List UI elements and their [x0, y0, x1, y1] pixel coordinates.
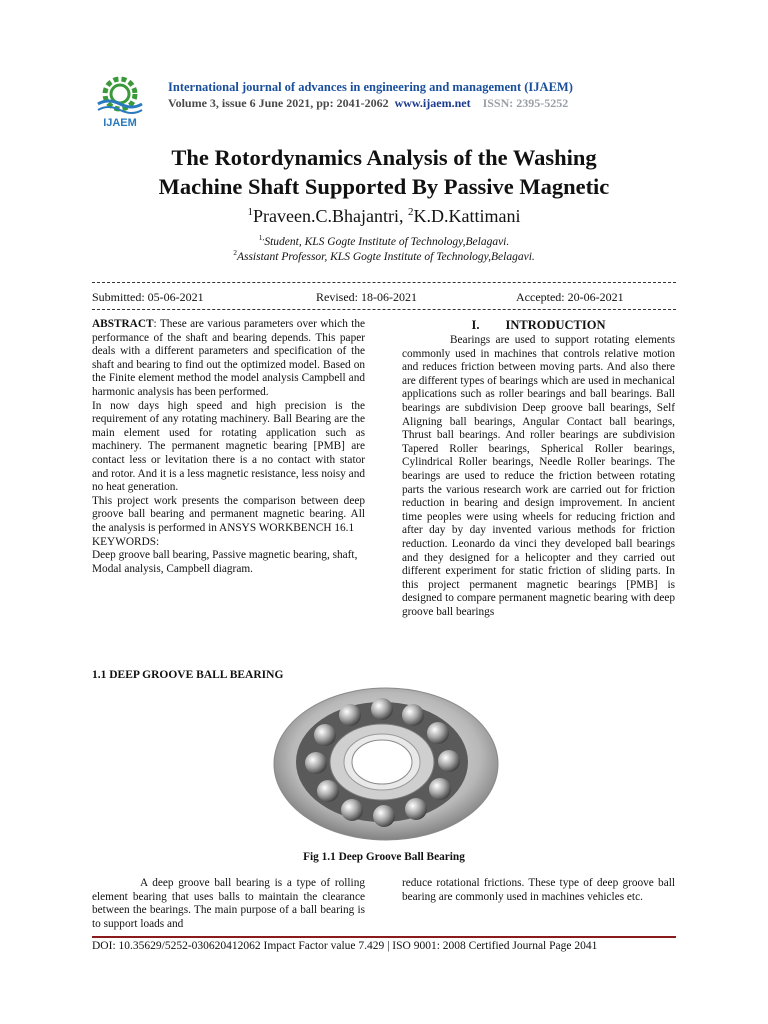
- author1: Praveen.C.Bhajantri,: [253, 206, 408, 226]
- abstract-p1-text: : These are various parameters over which the performance of the shaft and bearing depends. This paper deals with a different parameters and specification of the shaft and bearing to find out the optimized model. Based on the Finite element method the model analysis Campbell and harmonic analysis has been performed.: [92, 318, 365, 398]
- affiliation-1: [60, 233, 708, 248]
- author2-sup: 2: [407, 206, 414, 218]
- affil2-sup: 2: [233, 248, 237, 257]
- paper-title: [60, 143, 708, 201]
- submitted-date: Submitted: 05-06-2021: [92, 290, 204, 304]
- journal-website-link[interactable]: www.ijaem.net: [394, 96, 471, 110]
- intro-heading: [402, 318, 675, 333]
- divider-bottom: [92, 309, 676, 310]
- abstract-p1: [92, 318, 365, 400]
- logo-text: IJAEM: [103, 117, 137, 129]
- intro-text: Bearings are used to support rotating elements commonly used in machines that controls relative motion and reduces friction between moving parts. And also there are different types of bearings which are used in mechanical applications such as roller bearings and ball bearings. Ball bearings are subdivision Deep groove ball bearings, Self Aligning ball bearings, Angular Contact ball bearings, Thrust ball bearings. And roller bearings are subdivision Tapered Roller bearings, Spherical Roller bearings, Cylindrical Roller bearings, Needle Roller bearings. The bearings are used to reduce the friction between rotating parts the various research work are carried out for friction reduction in bearing and design improvement. In ancient time peoples were using wheels for reducing friction and after day by day invented various methods for friction reduction. Leonardo da vinci they developed ball bearings and they designed for a helicopter and they carried out different experiment for static friction of sliding parts. In this project permanent magnetic bearings [PMB] is designed to compare permanent magnetic bearing with deep groove ball bearings: [402, 334, 675, 618]
- footer-rule: [92, 936, 676, 938]
- body-left-text: A deep groove ball bearing is a type of rolling element bearing that uses balls to maintain the clearance between the bearings. The main purpose of a ball bearing is to support loads and: [92, 877, 365, 930]
- journal-volume-line: [168, 96, 568, 111]
- affil1-text: Student, KLS Gogte Institute of Technology,Belagavi.: [264, 235, 510, 248]
- revised-date: Revised: 18-06-2021: [316, 290, 417, 304]
- author2: K.D.Kattimani: [413, 206, 521, 226]
- abstract-p2: In now days high speed and high precision is the requirement of any rotating machinery. Ball Bearing are the main element used for rotating application such as machinery. The permanent magnetic bearing [PMB] are contact less or levitation there is a no contact with stator and rotor. And it is a less magnetic resistance, less noisy and no heat generation.: [92, 399, 365, 494]
- accepted-date: Accepted: 20-06-2021: [516, 290, 624, 304]
- affiliation-2: [60, 248, 708, 263]
- section-1-1-heading: 1.1 DEEP GROOVE BALL BEARING: [92, 669, 284, 681]
- title-line-2: Machine Shaft Supported By Passive Magnetic: [158, 174, 610, 199]
- intro-title: INTRODUCTION: [505, 318, 606, 332]
- affil2-text: Assistant Professor, KLS Gogte Institute of Technology,Belagavi.: [236, 250, 535, 263]
- author1-sup: 1: [247, 206, 254, 218]
- abstract-p3: This project work presents the comparison between deep groove ball bearing and permanent magnetic bearing. All the analysis is performed in ANSYS WORKBENCH 16.1: [92, 494, 365, 534]
- ball-bearing-figure: [268, 685, 504, 843]
- section-1-1-body-right: [402, 877, 675, 904]
- issn: ISSN: 2395-5252: [482, 96, 569, 110]
- figure-caption: Fig 1.1 Deep Groove Ball Bearing: [303, 851, 465, 863]
- abstract-label: ABSTRACT: [92, 318, 154, 330]
- affil1-sup: 1,: [258, 233, 265, 242]
- title-line-1: The Rotordynamics Analysis of the Washing: [171, 145, 597, 170]
- body-right-text: reduce rotational frictions. These type of deep groove ball bearing are commonly used in machines vehicles etc.: [402, 877, 675, 903]
- divider-top: [92, 282, 676, 283]
- section-1-1-body-left: [92, 877, 365, 931]
- keywords: Deep groove ball bearing, Passive magnetic bearing, shaft, Modal analysis, Campbell diagram.: [92, 549, 358, 575]
- bore: [352, 740, 412, 784]
- volume-info: Volume 3, issue 6 June 2021, pp: 2041-2062: [168, 96, 389, 110]
- keywords-label: KEYWORDS:: [92, 535, 160, 548]
- journal-logo: [90, 70, 150, 130]
- intro-number: I.: [471, 318, 480, 332]
- footer: DOI: 10.35629/5252-030620412062 Impact Factor value 7.429 | ISO 9001: 2008 Certified Journal Page 2041: [92, 940, 598, 952]
- intro-body: [402, 334, 675, 619]
- abstract: [92, 318, 365, 576]
- authors: [60, 206, 708, 227]
- journal-name: International journal of advances in engineering and management (IJAEM): [168, 80, 573, 94]
